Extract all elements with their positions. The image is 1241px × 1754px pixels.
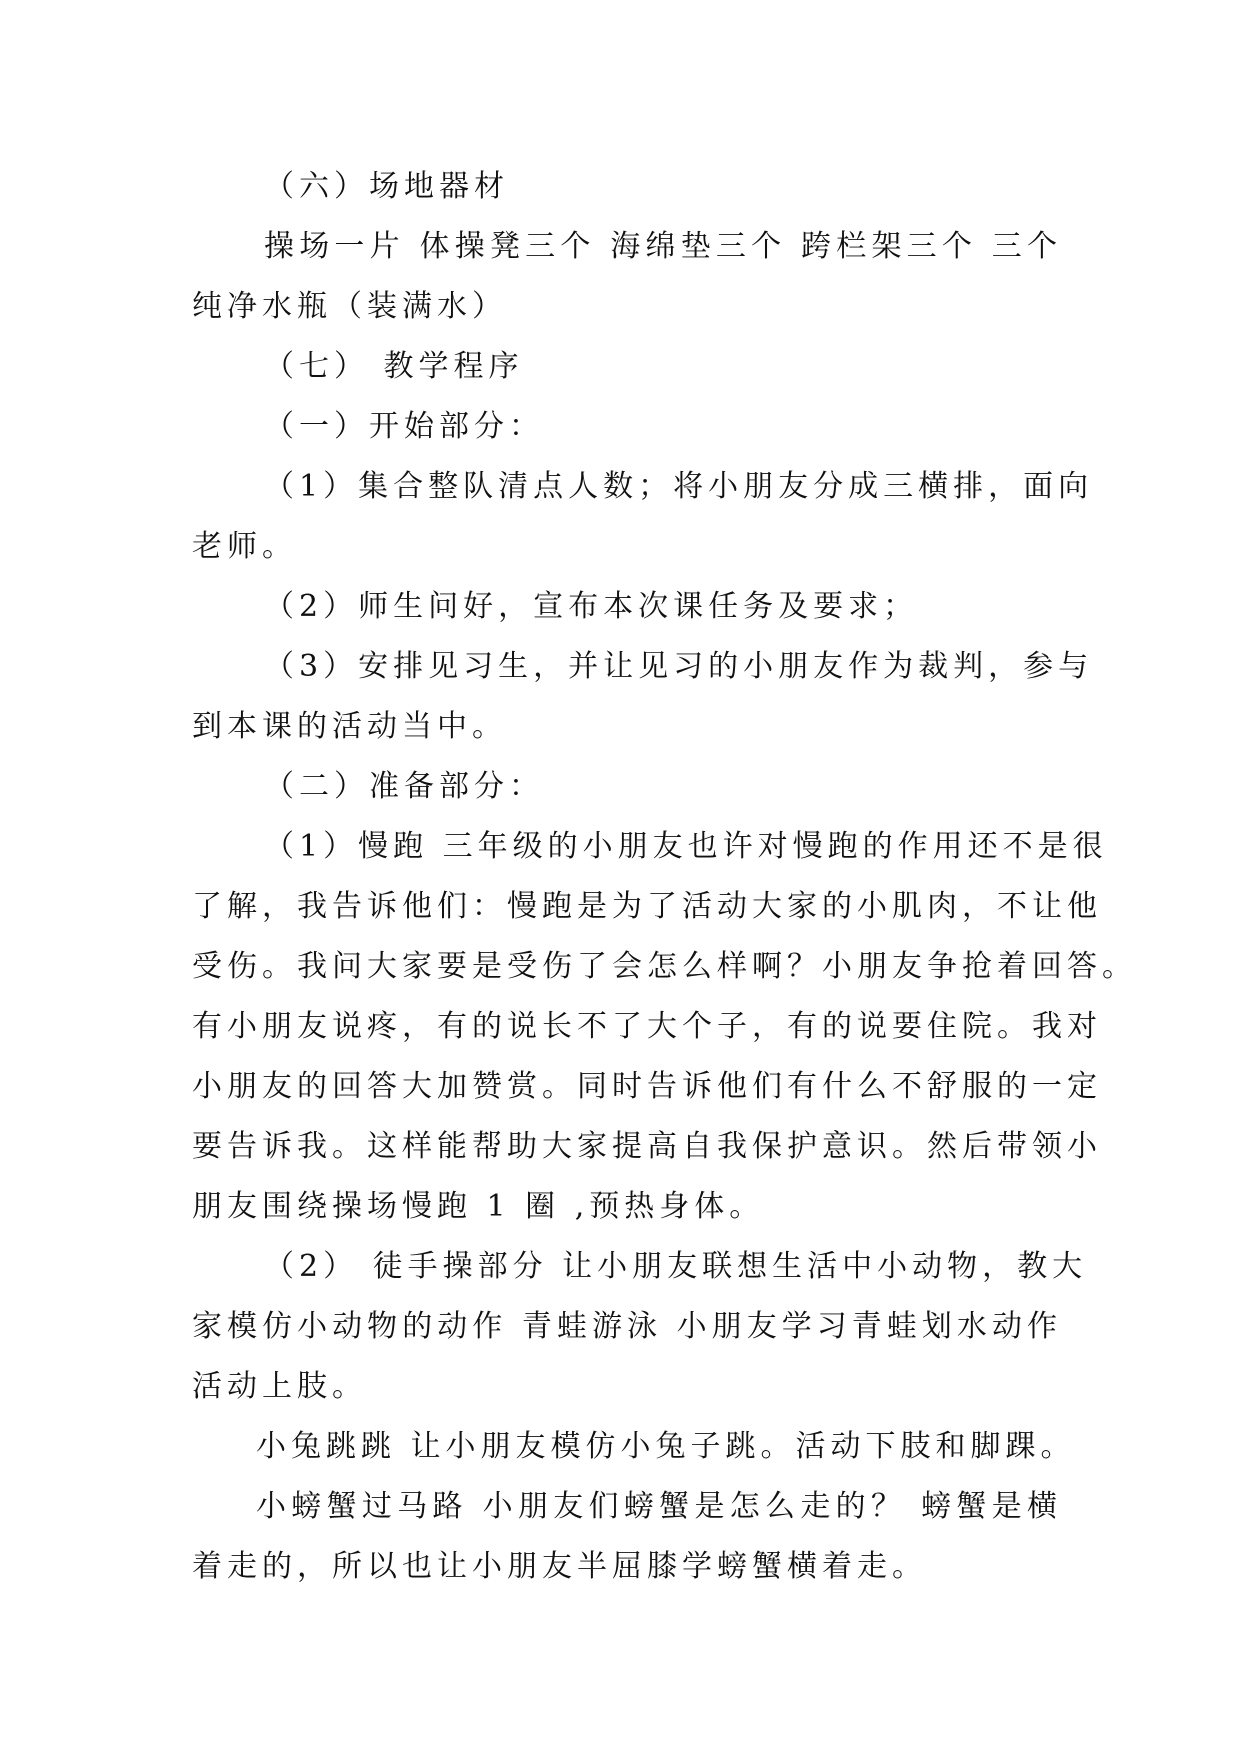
paragraph-line: （2）师生问好，宣布本次课任务及要求； [264, 589, 919, 624]
heading-venue-equipment: （六）场地器材 [264, 169, 509, 204]
paragraph-line: 老师。 [192, 529, 297, 564]
paragraph-line: 受伤。我问大家要是受伤了会怎么样啊？小朋友争抢着回答。 [192, 949, 1137, 984]
paragraph-line: 活动上肢。 [192, 1369, 367, 1404]
paragraph-line: （1）集合整队清点人数；将小朋友分成三横排，面向 [264, 469, 1094, 504]
paragraph-line: 小螃蟹过马路 小朋友们螃蟹是怎么走的？ 螃蟹是横 [256, 1489, 1062, 1524]
paragraph-line: 到本课的活动当中。 [192, 709, 507, 744]
paragraph-line: 操场一片 体操凳三个 海绵垫三个 跨栏架三个 三个 [264, 229, 1062, 264]
paragraph-line: 小兔跳跳 让小朋友模仿小兔子跳。活动下肢和脚踝。 [256, 1429, 1076, 1464]
heading-preparation-part: （二）准备部分： [264, 769, 544, 804]
paragraph-line: （3）安排见习生，并让见习的小朋友作为裁判，参与 [264, 649, 1094, 684]
heading-teaching-procedure: （七） 教学程序 [264, 349, 524, 384]
paragraph-line: 小朋友的回答大加赞赏。同时告诉他们有什么不舒服的一定 [192, 1069, 1102, 1104]
paragraph-line: 了解，我告诉他们：慢跑是为了活动大家的小肌肉，不让他 [192, 889, 1102, 924]
heading-opening-part: （一）开始部分： [264, 409, 544, 444]
paragraph-line: （1）慢跑 三年级的小朋友也许对慢跑的作用还不是很 [264, 829, 1108, 864]
paragraph-line: 着走的，所以也让小朋友半屈膝学螃蟹横着走。 [192, 1549, 927, 1584]
paragraph-line: 家模仿小动物的动作 青蛙游泳 小朋友学习青蛙划水动作 [192, 1309, 1062, 1344]
paragraph-line: 要告诉我。这样能帮助大家提高自我保护意识。然后带领小 [192, 1129, 1102, 1164]
paragraph-line: 纯净水瓶（装满水） [192, 289, 507, 324]
paragraph-line: （2） 徒手操部分 让小朋友联想生活中小动物，教大 [264, 1249, 1088, 1284]
paragraph-line: 有小朋友说疼，有的说长不了大个子，有的说要住院。我对 [192, 1009, 1102, 1044]
paragraph-line: 朋友围绕操场慢跑 1 圈 ,预热身体。 [192, 1189, 765, 1224]
